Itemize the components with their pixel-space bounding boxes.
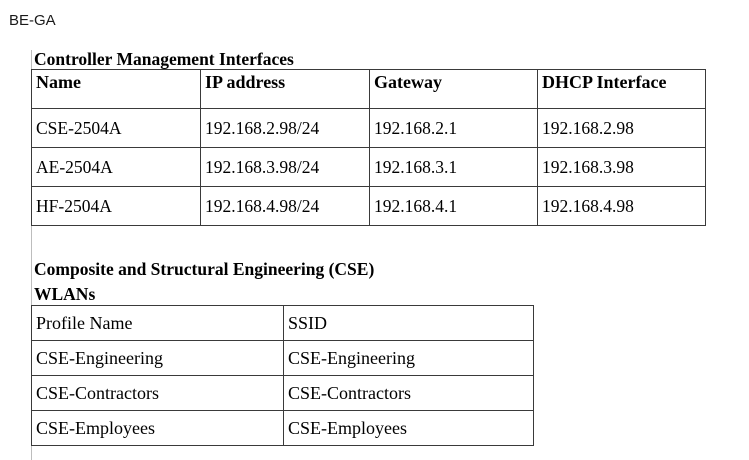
- wlan-section-subtitle: WLANs: [34, 284, 96, 304]
- column-header-dhcp-interface: DHCP Interface: [538, 70, 706, 109]
- cell-dhcp-interface: 192.168.2.98: [538, 109, 706, 148]
- controller-interfaces-table: [31, 69, 706, 226]
- cell-name: CSE-2504A: [32, 109, 201, 148]
- column-header-profile-name: Profile Name: [32, 306, 284, 341]
- cell-gateway: 192.168.3.1: [370, 148, 538, 187]
- cell-gateway: 192.168.4.1: [370, 187, 538, 226]
- column-header-name: Name: [32, 70, 201, 109]
- cell-dhcp-interface: 192.168.3.98: [538, 148, 706, 187]
- column-header-gateway: Gateway: [370, 70, 538, 109]
- cell-ip-address: 192.168.4.98/24: [201, 187, 370, 226]
- site-label: BE-GA: [9, 12, 56, 29]
- table-row: [32, 109, 706, 148]
- cell-gateway: 192.168.2.1: [370, 109, 538, 148]
- cell-profile-name: CSE-Engineering: [32, 341, 284, 376]
- cell-profile-name: CSE-Contractors: [32, 376, 284, 411]
- controller-section-title: Controller Management Interfaces: [34, 49, 294, 69]
- table-header-row: [32, 306, 534, 341]
- table-row: [32, 187, 706, 226]
- table-row: [32, 341, 534, 376]
- cell-ssid: CSE-Engineering: [284, 341, 534, 376]
- wlan-section-title: Composite and Structural Engineering (CSE): [34, 259, 375, 279]
- table-row: [32, 376, 534, 411]
- table-row: [32, 411, 534, 446]
- column-header-ip-address: IP address: [201, 70, 370, 109]
- cell-ssid: CSE-Employees: [284, 411, 534, 446]
- cell-name: AE-2504A: [32, 148, 201, 187]
- wlan-profiles-table: [31, 305, 534, 446]
- cell-ip-address: 192.168.3.98/24: [201, 148, 370, 187]
- cell-dhcp-interface: 192.168.4.98: [538, 187, 706, 226]
- table-header-row: [32, 70, 706, 109]
- cell-ssid: CSE-Contractors: [284, 376, 534, 411]
- table-row: [32, 148, 706, 187]
- cell-profile-name: CSE-Employees: [32, 411, 284, 446]
- cell-ip-address: 192.168.2.98/24: [201, 109, 370, 148]
- column-header-ssid: SSID: [284, 306, 534, 341]
- cell-name: HF-2504A: [32, 187, 201, 226]
